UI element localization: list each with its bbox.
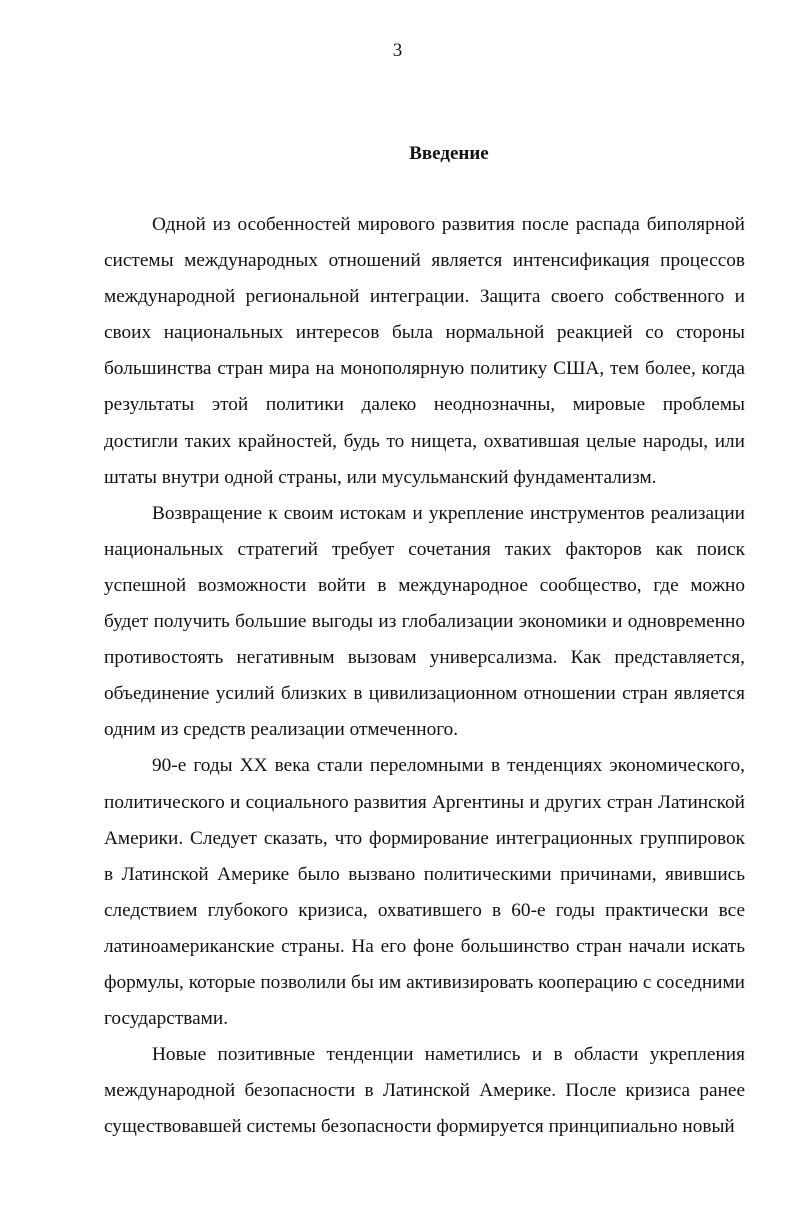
paragraph: Одной из особенностей мирового развития после распада биполярной системы международных отношений является интенсификация процессов международной региональной интеграции. Защита своего собственного и своих национальных интересов была нормальной реакцией со стороны большинства стран мира на монополярную политику США, тем более, когда результаты этой политики далеко неоднозначны, мировые проблемы достигли таких крайностей, будь то нищета, охватившая целые народы, или штаты внутри одной страны, или мусульманский фундаментализм. [104,214,745,488]
paragraph: Возвращение к своим истокам и укрепление инструментов реализации национальных стратегий требует сочетания таких факторов как поиск успешной возможности войти в международное сообщество, где можно будет получить большие выгоды из глобализации экономики и одновременно противостоять негативным вызовам универсализма. Как представляется, объединение усилий близких в цивилизационном отношении стран является одним из средств реализации отмеченного. [104,502,745,741]
section-heading: Введение [409,143,489,164]
paragraph: Новые позитивные тенденции наметились и в области укрепления международной безопасности в Латинской Америке. После кризиса ранее существовавшей системы безопасности формируется принципиально новый [104,1044,745,1138]
body-text [104,207,745,1145]
paragraph: 90-е годы XX века стали переломными в тенденциях экономического, политического и социального развития Аргентины и других стран Латинской Америки. Следует сказать, что формирование интеграционных группировок в Латинской Америке было вызвано политическими причинами, явившись следствием глубокого кризиса, охватившего в 60-е годы практически все латиноамериканские страны. На его фоне большинство стран начали искать формулы, которые позволили бы им активизировать кооперацию с соседними государствами. [104,755,745,1030]
page-number: 3 [392,40,403,61]
